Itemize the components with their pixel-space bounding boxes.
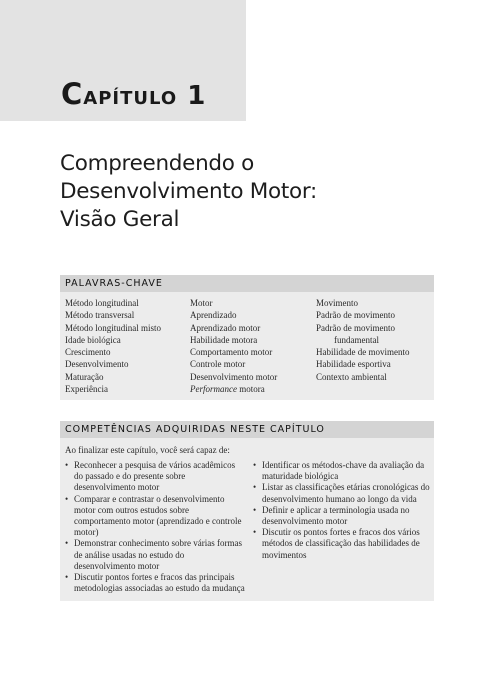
bullet-icon: • [65,460,69,470]
list-item-text: Discutir os pontos fortes e fracos dos vários métodos de classificação das habilidades de movimentos [262,527,420,560]
list-item-text: Listar as classificações etárias cronológicas do desenvolvimento humano ao longo da vida [262,482,430,504]
list-item-text: Discutir pontos fortes e fracos das principais metodologias associadas ao estudo da mudança [74,572,245,594]
keyword: Habilidade de movimento [316,347,410,358]
chapter-title-line: Desenvolvimento Motor: [60,179,317,204]
keyword: Movimento [316,298,358,308]
keyword: Padrão de movimento [316,322,395,333]
keywords-box [60,275,434,400]
list-item [65,460,245,494]
keyword-continuation: fundamental [334,334,379,345]
bullet-icon: • [253,482,257,493]
keyword: Padrão de movimento [316,310,395,321]
competencies-intro: Ao finalizar este capítulo, você será capaz de: [65,445,230,455]
list-item-text: Identificar os métodos-chave da avaliação da maturidade biológica [262,460,425,482]
chapter-title [60,150,460,234]
bullet-icon: • [253,504,257,515]
bullet-icon: • [65,493,69,504]
keyword: Experiência [65,384,108,395]
keyword-rest-part: motora [237,384,265,395]
keyword-italic-part: Performance [190,384,237,395]
keyword: Maturação [65,371,104,382]
keyword: Controle motor [190,359,246,370]
chapter-label-initial: C [61,77,84,111]
list-item [65,572,245,594]
keywords-header: PALAVRAS-CHAVE [60,275,434,292]
list-item [253,460,431,482]
keywords-column-3 [316,297,409,383]
keyword: Aprendizado [190,310,237,321]
keyword: Habilidade motora [190,334,258,345]
keyword: Idade biológica [65,334,121,345]
keyword: Método longitudinal [65,298,139,308]
keyword: Método longitudinal misto [65,322,161,333]
list-item-text: Reconhecer a pesquisa de vários acadêmicos do passado e do presente sobre desenvolvimento motor [74,460,236,493]
list-item [65,494,245,539]
list-item-text: Demonstrar conhecimento sobre várias formas de análise usadas no estudo do desenvolvimento motor [74,538,242,571]
keywords-column-2 [190,297,277,395]
chapter-title-line: Compreendendo o [60,151,254,176]
list-item-text: Definir e aplicar a terminologia usada no desenvolvimento motor [262,504,410,527]
bullet-icon: • [65,572,69,583]
chapter-label-rest: apítulo 1 [83,81,207,111]
list-item [253,527,431,561]
list-item-text: Comparar e contrastar o desenvolvimento motor com outros estudos sobre comportamento motor (aprendizado e controle motor) [74,493,242,538]
keyword [190,383,277,395]
competencies-list-left [65,460,245,594]
chapter-number-label [61,77,207,111]
competencies-header: COMPETÊNCIAS ADQUIRIDAS NESTE CAPÍTULO [60,421,434,438]
competencies-list-right [253,460,431,561]
keywords-column-1 [65,297,161,395]
bullet-icon: • [253,527,257,538]
keyword: Método transversal [65,310,135,321]
bullet-icon: • [253,460,257,470]
bullet-icon: • [65,538,69,549]
keyword: Desenvolvimento [65,359,129,370]
keyword: Comportamento motor [190,347,273,358]
list-item [65,538,245,572]
keyword: Crescimento [65,347,111,358]
keyword: Contexto ambiental [316,371,387,382]
competencies-box [60,421,434,601]
list-item [253,505,431,527]
keyword: Habilidade esportiva [316,359,391,370]
list-item [253,482,431,504]
chapter-title-line: Visão Geral [60,207,180,232]
keyword: Motor [190,298,213,308]
keyword: Aprendizado motor [190,322,261,333]
keyword: Desenvolvimento motor [190,371,278,382]
